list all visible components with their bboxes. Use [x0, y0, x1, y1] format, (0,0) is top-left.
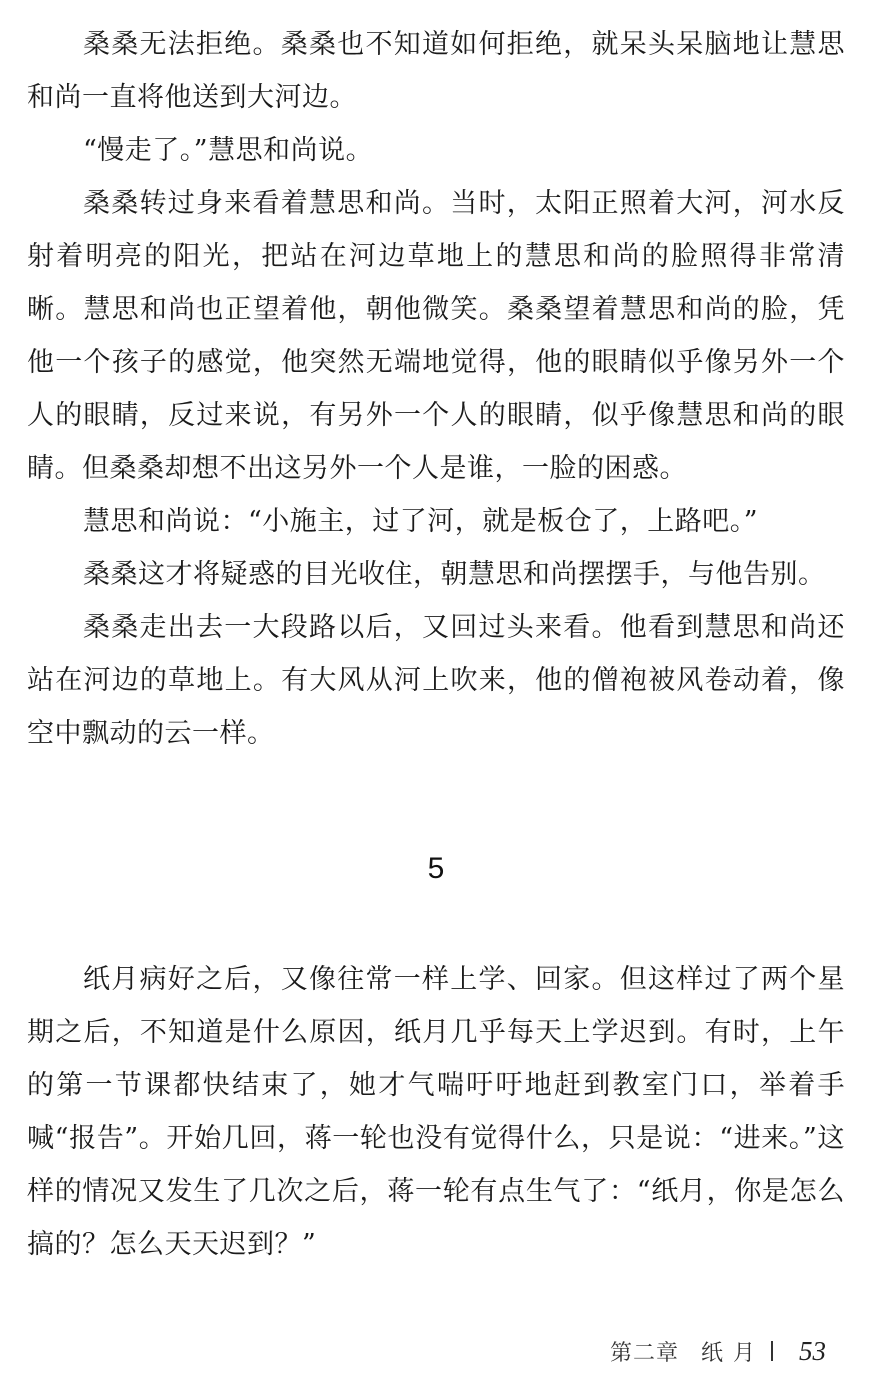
page-footer — [610, 1334, 826, 1368]
paragraph: 桑桑这才将疑惑的目光收住，朝慧思和尚摆摆手，与他告别。 — [83, 559, 826, 590]
section-number-heading: 5 — [427, 852, 445, 885]
paragraph: 纸月病好之后，又像往常一样上学、回家。但这样过了两个星期之后，不知道是什么原因，纸月几乎每天上学迟到。有时，上午的第一节课都快结束了，她才气喘吁吁地赶到教室门口，举着手喊“报告”。开始几回，蒋一轮也没有觉得什么，只是说：“进来。”这样的情况又发生了几次之后，蒋一轮有点生气了：“纸月，你是怎么搞的？怎么天天迟到？” — [27, 964, 845, 1260]
section-2-body — [27, 953, 845, 1271]
paragraph: 桑桑走出去一大段路以后，又回过头来看。他看到慧思和尚还站在河边的草地上。有大风从河上吹来，他的僧袍被风卷动着，像空中飘动的云一样。 — [27, 612, 845, 749]
section-1-body — [27, 18, 845, 760]
footer-chapter-title: 纸月 — [701, 1340, 766, 1366]
page-number: 53 — [799, 1335, 827, 1366]
paragraph: 慧思和尚说：“小施主，过了河，就是板仓了，上路吧。” — [83, 506, 759, 537]
paragraph: 桑桑转过身来看着慧思和尚。当时，太阳正照着大河，河水反射着明亮的阳光，把站在河边草地上的慧思和尚的脸照得非常清晰。慧思和尚也正望着他，朝他微笑。桑桑望着慧思和尚的脸，凭他一个孩子的感觉，他突然无端地觉得，他的眼睛似乎像另外一个人的眼睛，反过来说，有另外一个人的眼睛，似乎像慧思和尚的眼睛。但桑桑却想不出这另外一个人是谁，一脸的困惑。 — [27, 188, 845, 484]
footer-divider — [771, 1341, 773, 1361]
paragraph: 桑桑无法拒绝。桑桑也不知道如何拒绝，就呆头呆脑地让慧思和尚一直将他送到大河边。 — [27, 29, 845, 113]
footer-chapter-label: 第二章 — [610, 1340, 680, 1366]
paragraph: “慢走了。”慧思和尚说。 — [83, 135, 374, 166]
